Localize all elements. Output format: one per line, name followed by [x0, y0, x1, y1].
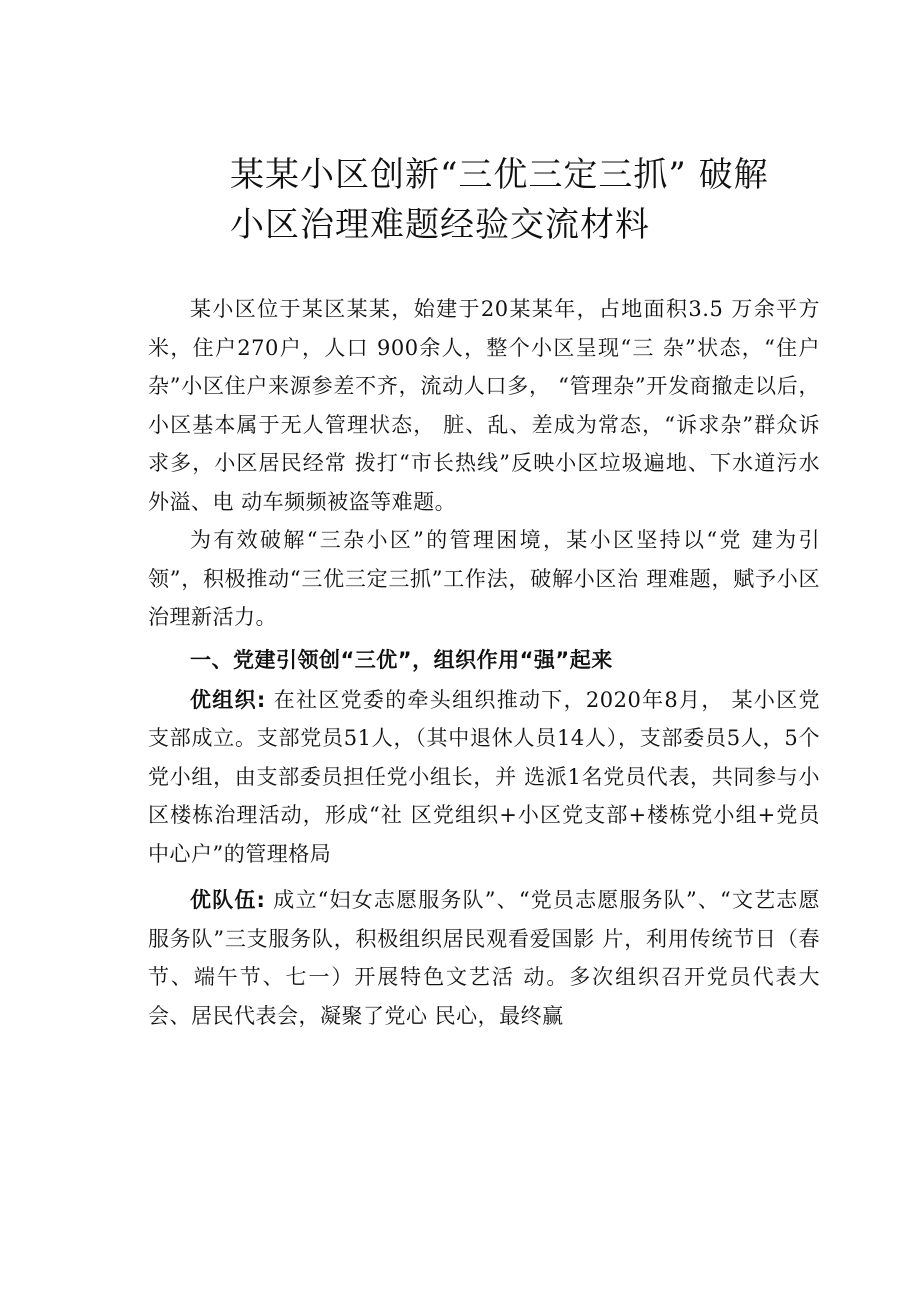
paragraph-intro: 某小区位于某区某某，始建于20某某年，占地面积3.5 万余平方米，住户270户，人口 900余人，整个小区呈现“三 杂”状态，“住户杂”小区住户来源参差不齐，流动人口多， “管理杂”开发商撤走以后，小区基本属于无人管理状态， 脏、乱、差成为常态，“诉求杂”群众诉求多，小区居民经常 拨打“市长热线”反映小区垃圾遍地、下水道污水外溢、电 动车频频被盗等难题。: [148, 297, 820, 514]
paragraph-organization: [148, 681, 820, 874]
paragraph-lead-organization: 优组织:: [190, 687, 266, 712]
paragraph-lead-team: 优队伍:: [190, 888, 266, 912]
document-body: [148, 290, 820, 1035]
section-heading-1: 一、党建引领创“三优”，组织作用“强”起来: [190, 647, 613, 672]
paragraph-team: [148, 881, 820, 1035]
paragraph-gap: [148, 873, 820, 881]
paragraph-purpose: 为有效破解“三杂小区”的管理困境，某小区坚持以“党 建为引领”，积极推动“三优三定三抓”工作法，破解小区治 理难题，赋予小区治理新活力。: [148, 528, 820, 629]
title-line-2: 小区治理难题经验交流材料: [230, 205, 650, 245]
paragraph-text-team: 成立“妇女志愿服务队”、“党员志愿服务队”、“文艺志愿服务队”三支服务队，积极组织居民观看爱国影 片，利用传统节日（春节、端午节、七一）开展特色文艺活 动。多次组织召开党员代表大会、居民代表会，凝聚了党心 民心，最终赢: [148, 888, 820, 1028]
title-line-1: 某某小区创新“三优三定三抓” 破解: [230, 155, 769, 195]
document-title: [230, 150, 830, 250]
paragraph-text-organization: 在社区党委的牵头组织推动下，2020年8月， 某小区党支部成立。支部党员51人，（其中退休人员14人），支部委员5人，5个党小组，由支部委员担任党小组长，并 选派1名党员代表，共同参与小区楼栋治理活动，形成“社 区党组织+小区党支部+楼栋党小组+党员中心户”的管理格局: [148, 687, 820, 866]
